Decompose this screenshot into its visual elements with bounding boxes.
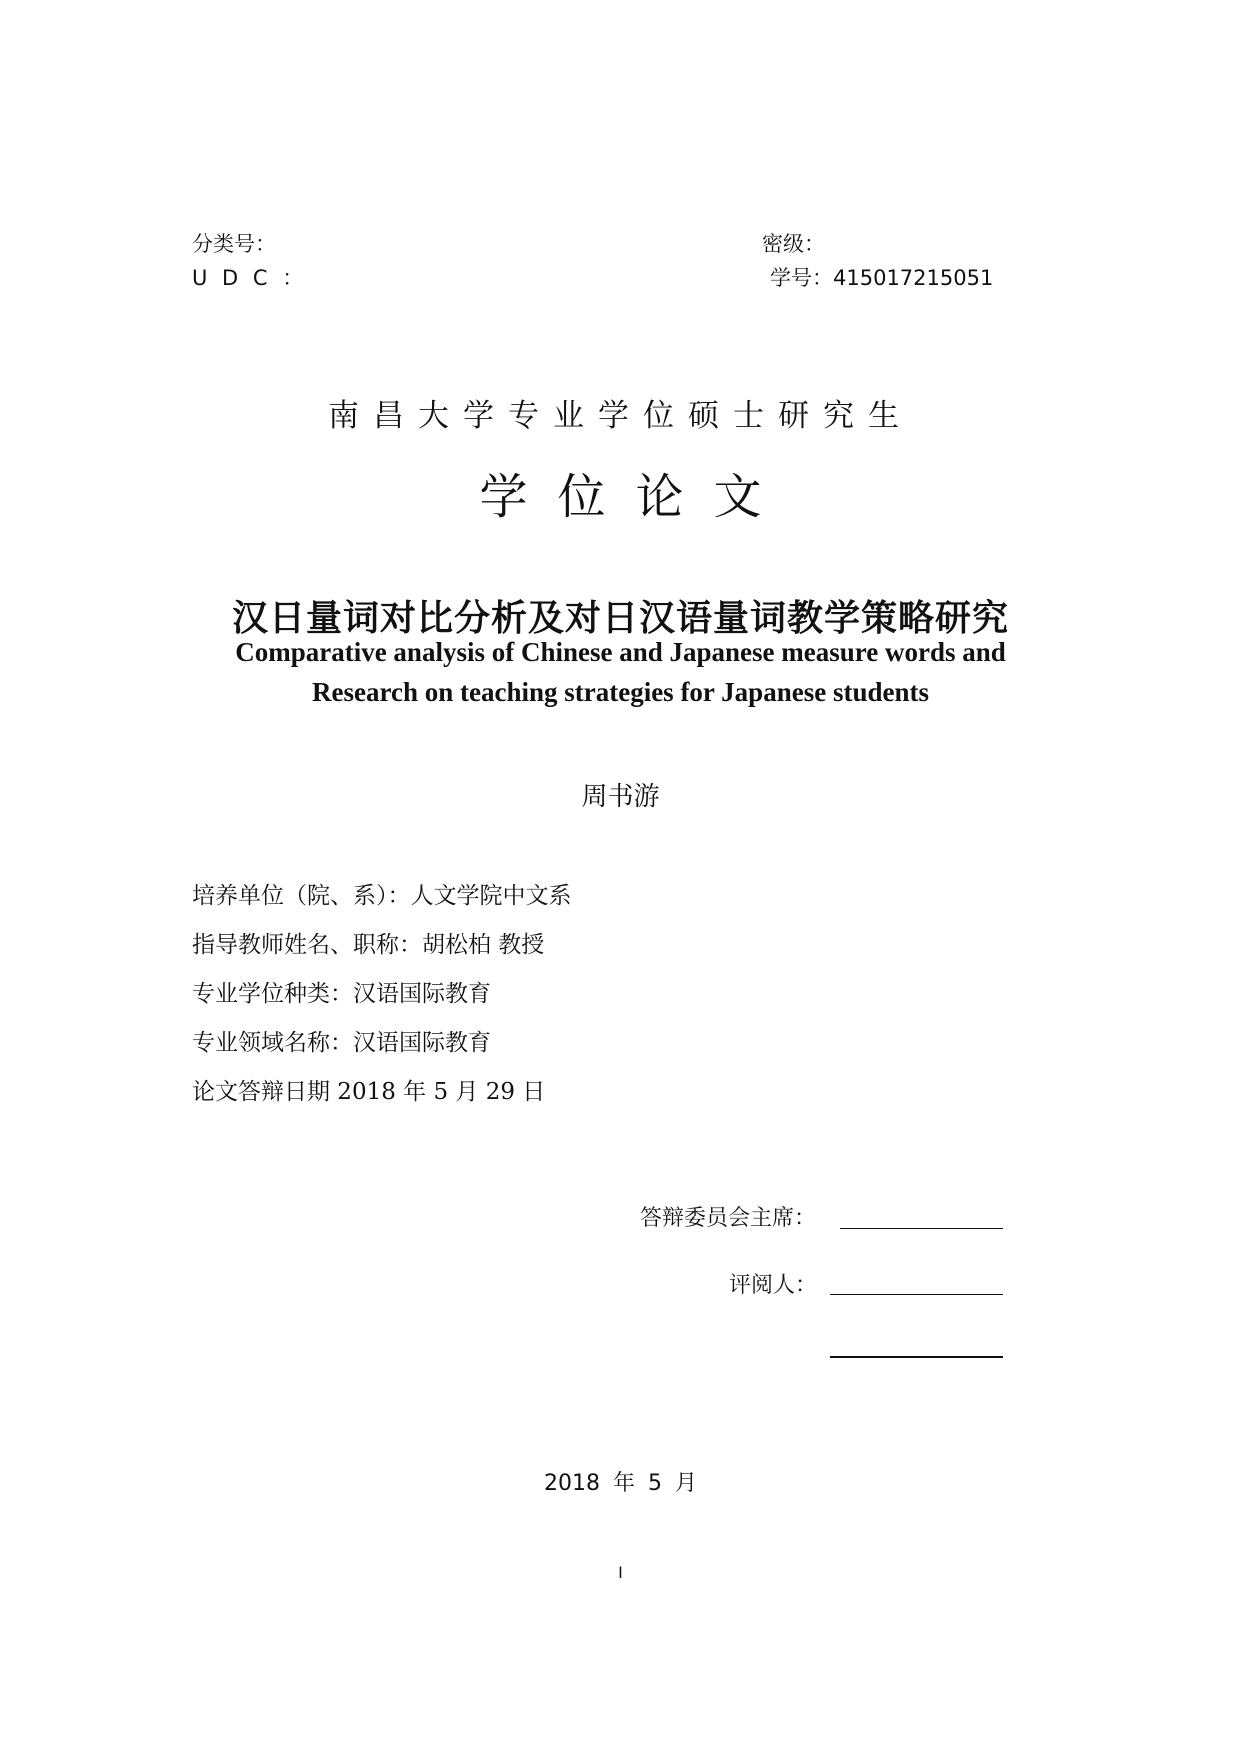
info-defense-date: 论文答辩日期 2018 年 5 月 29 日 xyxy=(192,1079,546,1105)
footer-date: 2018 年 5 月 xyxy=(544,1471,697,1496)
info-degree-type: 专业学位种类：汉语国际教育 xyxy=(192,981,491,1007)
committee-chair-signature-line xyxy=(840,1228,1003,1229)
english-title-line-2: Research on teaching strategies for Japanese students xyxy=(312,677,929,707)
english-title-line-1: Comparative analysis of Chinese and Japanese measure words and xyxy=(235,637,1006,667)
info-field-name: 专业领域名称：汉语国际教育 xyxy=(192,1030,491,1056)
page-number: I xyxy=(618,1563,623,1582)
reviewer-signature-line xyxy=(830,1294,1003,1295)
chinese-title: 汉日量词对比分析及对日汉语量词教学策略研究 xyxy=(231,598,1009,639)
committee-chair-label: 答辩委员会主席： xyxy=(640,1206,817,1231)
info-training-unit: 培养单位（院、系）：人文学院中文系 xyxy=(192,883,572,909)
author-name: 周书游 xyxy=(581,782,660,812)
secrecy-label: 密级： xyxy=(762,232,825,256)
thesis-heading: 学位论文 xyxy=(479,469,792,525)
info-supervisor: 指导教师姓名、职称：胡松柏 教授 xyxy=(192,932,545,958)
student-id-label: 学号：415017215051 xyxy=(770,266,994,290)
classification-label: 分类号： xyxy=(192,232,276,256)
reviewer-label: 评阅人： xyxy=(729,1273,818,1298)
university-heading: 南昌大学专业学位硕士研究生 xyxy=(328,398,913,434)
udc-label: U D C ： xyxy=(192,266,308,290)
second-reviewer-signature-line xyxy=(830,1356,1003,1358)
